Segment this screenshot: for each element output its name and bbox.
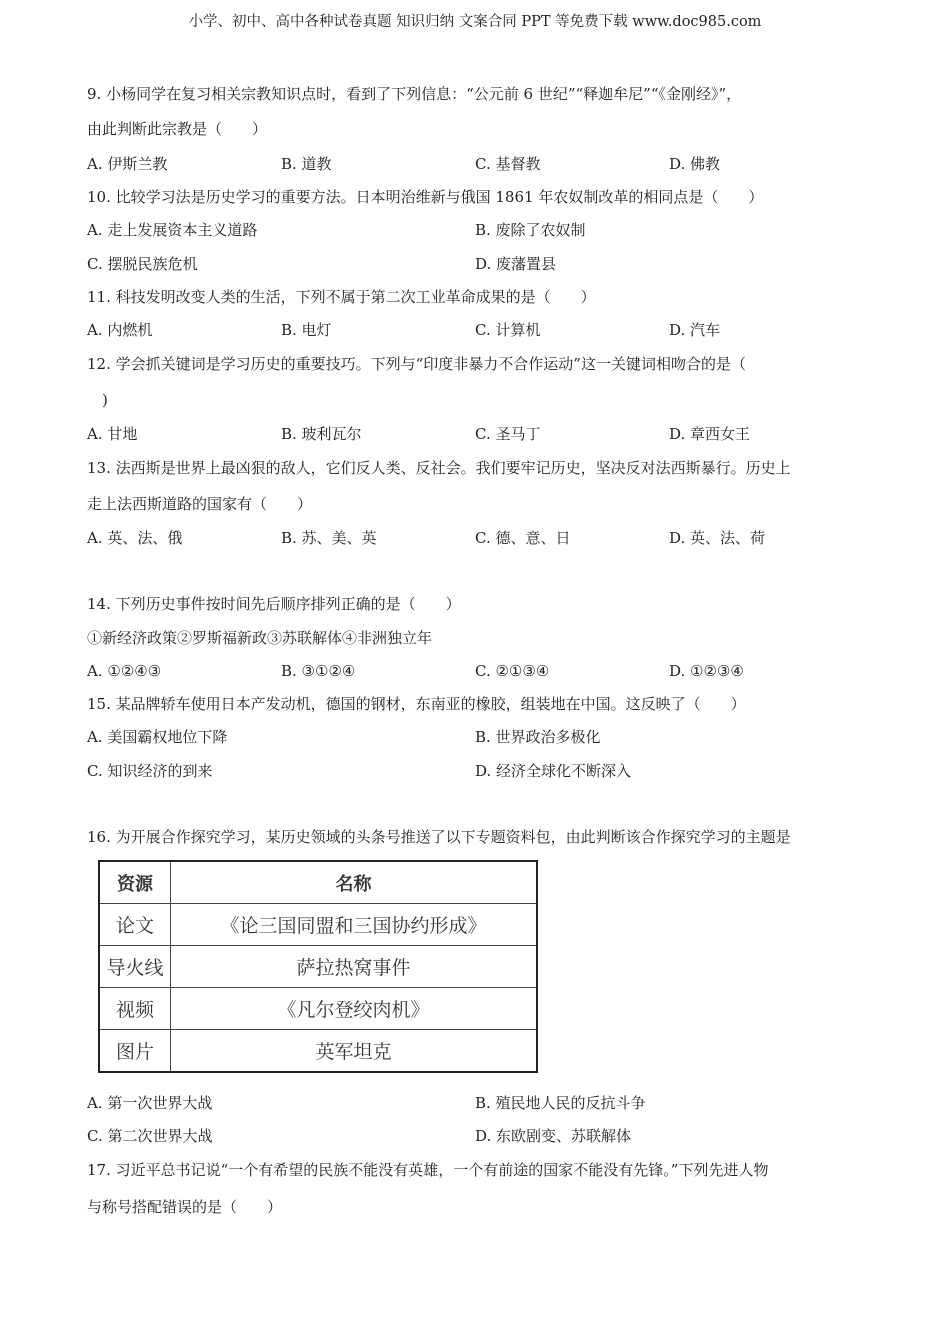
- question-16-line-1: 16. 为开展合作探究学习，某历史领域的头条号推送了以下专题资料包，由此判断该合作探究学习的主题是: [87, 828, 791, 846]
- table-cell-name: 英军坦克: [171, 1030, 538, 1073]
- question-14-option-b: B. ③①②④: [281, 662, 356, 680]
- question-15-option-b: B. 世界政治多极化: [475, 728, 601, 746]
- question-12-option-a: A. 甘地: [87, 425, 138, 443]
- table-cell-resource: 图片: [99, 1030, 171, 1073]
- question-14-line-1: 14. 下列历史事件按时间先后顺序排列正确的是（ ）: [87, 595, 461, 613]
- question-13-option-a: A. 英、法、俄: [87, 529, 183, 547]
- question-16-option-c: C. 第二次世界大战: [87, 1127, 213, 1145]
- question-16-option-b: B. 殖民地人民的反抗斗争: [475, 1094, 646, 1112]
- question-11-option-c: C. 计算机: [475, 321, 541, 339]
- question-11-option-a: A. 内燃机: [87, 321, 153, 339]
- question-17-line-2: 与称号搭配错误的是（ ）: [87, 1198, 283, 1216]
- page-header: 小学、初中、高中各种试卷真题 知识归纳 文案合同 PPT 等免费下载 www.doc985.com: [188, 14, 762, 30]
- question-17-line-1: 17. 习近平总书记说“一个有希望的民族不能没有英雄，一个有前途的国家不能没有先锋。”下列先进人物: [87, 1161, 769, 1179]
- question-11-option-b: B. 电灯: [281, 321, 332, 339]
- question-11-line-1: 11. 科技发明改变人类的生活，下列不属于第二次工业革命成果的是（ ）: [87, 288, 596, 306]
- question-12-line-1: 12. 学会抓关键词是学习历史的重要技巧。下列与“印度非暴力不合作运动”这一关键词相吻合的是（: [87, 355, 746, 373]
- question-16-option-a: A. 第一次世界大战: [87, 1094, 213, 1112]
- question-9-option-a: A. 伊斯兰教: [87, 155, 168, 173]
- table-cell-resource: 导火线: [99, 946, 171, 988]
- question-13-option-d: D. 英、法、荷: [669, 529, 766, 547]
- table-cell-resource: 视频: [99, 988, 171, 1030]
- question-9-option-d: D. 佛教: [669, 155, 721, 173]
- question-15-option-a: A. 美国霸权地位下降: [87, 728, 228, 746]
- question-10-option-b: B. 废除了农奴制: [475, 221, 586, 239]
- table-cell-resource: 论文: [99, 904, 171, 946]
- question-14-option-c: C. ②①③④: [475, 662, 550, 680]
- table-header-row: [99, 861, 537, 904]
- question-12-option-c: C. 圣马丁: [475, 425, 541, 443]
- question-15-line-1: 15. 某品牌轿车使用日本产发动机，德国的钢材，东南亚的橡胶，组装地在中国。这反映了（ ）: [87, 695, 746, 713]
- question-14-option-d: D. ①②③④: [669, 662, 744, 680]
- question-11-option-d: D. 汽车: [669, 321, 721, 339]
- question-12-line-2: ): [87, 391, 108, 409]
- resource-table: [98, 860, 538, 1073]
- table-row: [99, 946, 537, 988]
- question-12-option-b: B. 玻利瓦尔: [281, 425, 362, 443]
- question-12-option-d: D. 章西女王: [669, 425, 751, 443]
- question-13-option-b: B. 苏、美、英: [281, 529, 377, 547]
- table-cell-name: 《论三国同盟和三国协约形成》: [171, 904, 538, 946]
- question-9-line-1: 9. 小杨同学在复习相关宗教知识点时，看到了下列信息：“公元前 6 世纪”“释迦牟尼”“《金刚经》”，: [87, 85, 742, 103]
- question-9-option-b: B. 道教: [281, 155, 332, 173]
- question-10-option-a: A. 走上发展资本主义道路: [87, 221, 258, 239]
- question-14-line-2: ①新经济政策②罗斯福新政③苏联解体④非洲独立年: [87, 629, 433, 647]
- table-cell-name: 《凡尔登绞肉机》: [171, 988, 538, 1030]
- question-10-option-d: D. 废藩置县: [475, 255, 557, 273]
- question-13-line-1: 13. 法西斯是世界上最凶狠的敌人，它们反人类、反社会。我们要牢记历史，坚决反对法西斯暴行。历史上: [87, 459, 791, 477]
- question-14-option-a: A. ①②④③: [87, 662, 162, 680]
- table-row: [99, 1030, 537, 1073]
- question-10-line-1: 10. 比较学习法是历史学习的重要方法。日本明治维新与俄国 1861 年农奴制改革的相同点是（ ）: [87, 188, 764, 206]
- question-15-option-d: D. 经济全球化不断深入: [475, 762, 632, 780]
- table-row: [99, 904, 537, 946]
- question-9-option-c: C. 基督教: [475, 155, 541, 173]
- table-row: [99, 988, 537, 1030]
- question-13-option-c: C. 德、意、日: [475, 529, 571, 547]
- question-16-option-d: D. 东欧剧变、苏联解体: [475, 1127, 632, 1145]
- table-header-name: 名称: [171, 861, 538, 904]
- question-13-line-2: 走上法西斯道路的国家有（ ）: [87, 495, 313, 513]
- question-9-line-2: 由此判断此宗教是（ ）: [87, 120, 268, 138]
- question-15-option-c: C. 知识经济的到来: [87, 762, 213, 780]
- question-10-option-c: C. 摆脱民族危机: [87, 255, 198, 273]
- table-cell-name: 萨拉热窝事件: [171, 946, 538, 988]
- table-header-resource: 资源: [99, 861, 171, 904]
